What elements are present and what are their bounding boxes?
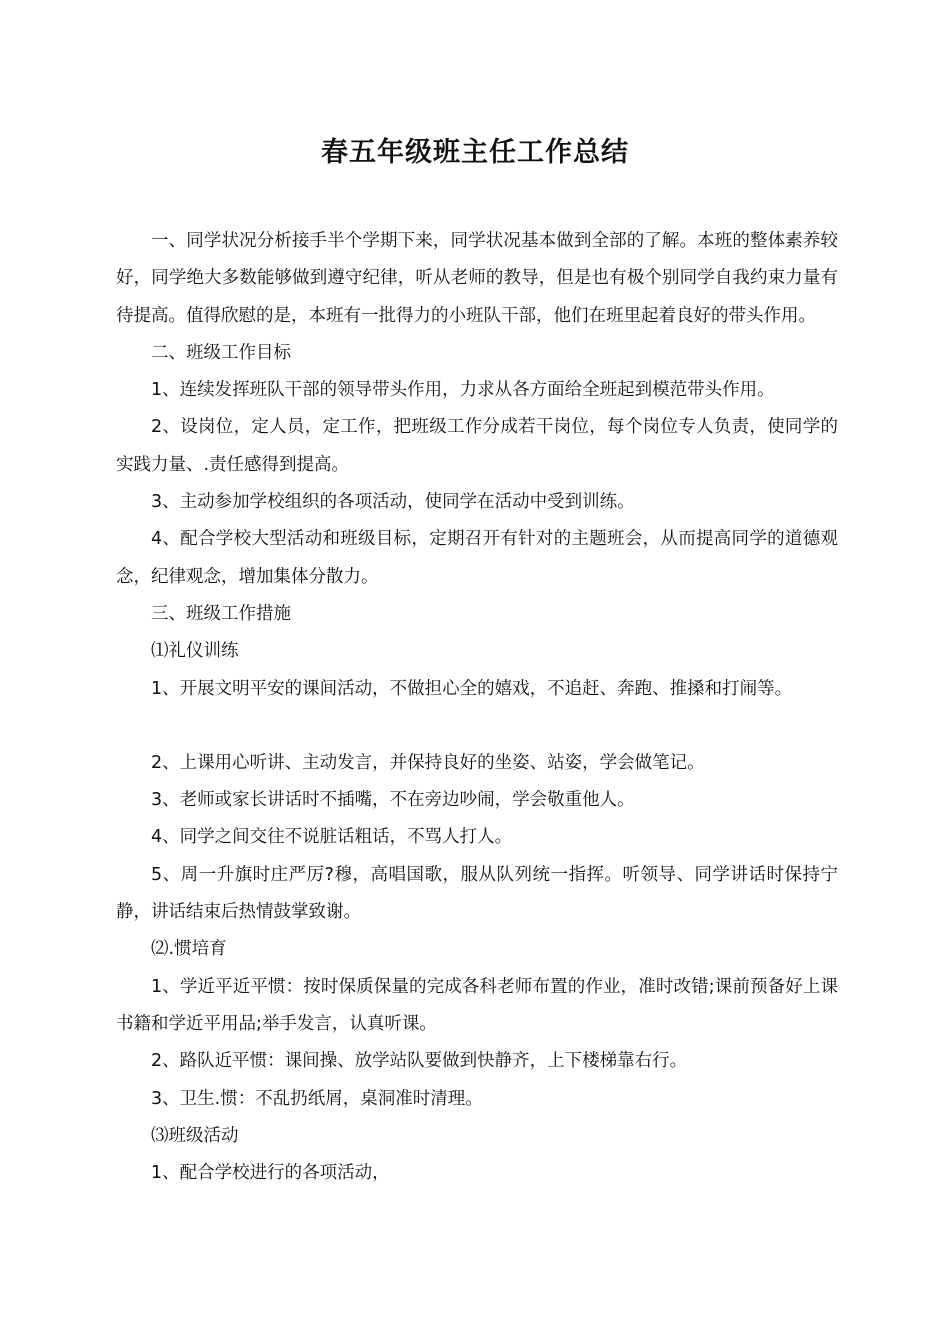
paragraph-habit-3: 3、卫生.惯：不乱扔纸屑，桌洞准时清理。 [151, 1088, 483, 1109]
paragraph-goal-4: 4、配合学校大型活动和班级目标，定期召开有针对的主题班会，从而提高同学的道德观念，纪律观念，增加集体分散力。 [116, 529, 838, 587]
document-title: 春五年级班主任工作总结 [321, 137, 629, 168]
paragraph-etiquette-2: 2、上课用心听讲、主动发言，并保持良好的坐姿、站姿，学会做笔记。 [151, 752, 705, 773]
subheading-etiquette: ⑴礼仪训练 [151, 641, 239, 662]
heading-class-goals: 二、班级工作目标 [151, 342, 291, 363]
paragraph-etiquette-4: 4、同学之间交往不说脏话粗话，不骂人打人。 [151, 827, 513, 848]
paragraph-habit-2: 2、路队近平惯：课间操、放学站队要做到快静齐，上下楼梯靠右行。 [151, 1051, 688, 1072]
paragraph-etiquette-3: 3、老师或家长讲话时不插嘴，不在旁边吵闹，学会敬重他人。 [151, 790, 635, 811]
paragraph-student-analysis: 一、同学状况分析接手半个学期下来，同学状况基本做到全部的了解。本班的整体素养较好，同学绝大多数能够做到遵守纪律，听从老师的教导，但是也有极个别同学自我约束力量有待提高。值得欣慰的是，本班有一批得力的小班队干部，他们在班里起着良好的带头作用。 [116, 231, 838, 326]
paragraph-activity-1: 1、配合学校进行的各项活动， [151, 1163, 390, 1184]
document-body [116, 223, 838, 1192]
paragraph-goal-3: 3、主动参加学校组织的各项活动，使同学在活动中受到训练。 [151, 492, 635, 513]
paragraph-etiquette-1: 1、开展文明平安的课间活动，不做担心全的嬉戏，不追赶、奔跑、推搡和打闹等。 [151, 678, 793, 699]
heading-class-measures: 三、班级工作措施 [151, 603, 291, 624]
paragraph-goal-2: 2、设岗位，定人员，定工作，把班级工作分成若干岗位，每个岗位专人负责，使同学的实践力量、.责任感得到提高。 [116, 417, 838, 475]
paragraph-goal-1: 1、连续发挥班队干部的领导带头作用，力求从各方面给全班起到模范带头作用。 [151, 380, 775, 401]
subheading-class-activities: ⑶班级活动 [151, 1125, 239, 1146]
paragraph-habit-1: 1、学近平近平惯：按时保质保量的完成各科老师布置的作业，准时改错;课前预备好上课书籍和学近平用品;举手发言，认真听课。 [116, 976, 838, 1034]
paragraph-etiquette-5: 5、周一升旗时庄严厉?穆，高唱国歌，服从队列统一指挥。听领导、同学讲话时保持宁静，讲话结束后热情鼓掌致谢。 [116, 864, 838, 923]
subheading-habits: ⑵.惯培育 [151, 939, 227, 960]
